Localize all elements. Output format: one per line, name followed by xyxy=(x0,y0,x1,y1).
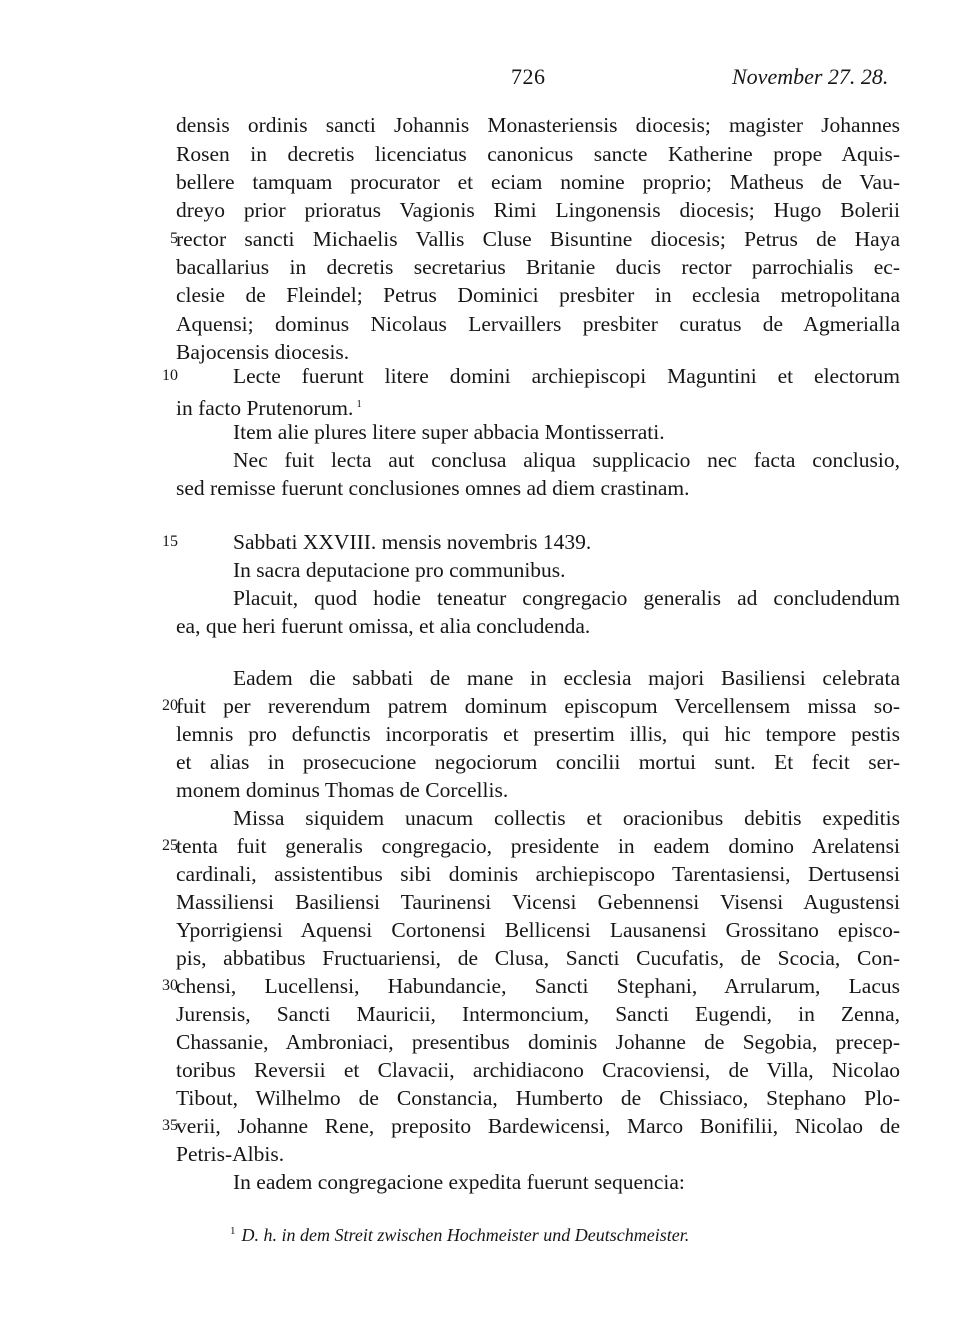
text-line: Placuit, quod hodie teneatur congregacio generalis ad concludendum xyxy=(233,586,900,610)
running-head: November 27. 28. xyxy=(732,64,889,89)
text-line: In sacra deputacione pro communibus. xyxy=(233,558,566,582)
line-number: 25 xyxy=(162,837,178,854)
text-line: fuit per reverendum patrem dominum episcopum Vercellensem missa so- xyxy=(176,694,900,718)
footnote-marker: 1 xyxy=(230,1225,236,1237)
section-heading: Sabbati XXVIII. mensis novembris 1439. xyxy=(233,530,592,554)
page-number: 726 xyxy=(511,64,546,89)
text-line: Chassanie, Ambroniaci, presentibus dominis Johanne de Segobia, precep- xyxy=(176,1030,900,1054)
text-line: cardinali, assistentibus sibi dominis archiepiscopo Tarentasiensi, Dertusensi xyxy=(176,862,900,886)
line-number: 10 xyxy=(162,367,178,384)
text-line: densis ordinis sancti Johannis Monasteriensis diocesis; magister Johannes xyxy=(176,113,900,137)
text-line: Massiliensi Basiliensi Taurinensi Vicensi Gebennensi Visensi Augustensi xyxy=(176,890,900,914)
text-line: in facto Prutenorum. $^1$ xyxy=(176,396,362,418)
text-line: sed remisse fuerunt conclusiones omnes ad diem crastinam. xyxy=(176,476,690,500)
line-number: 35 xyxy=(162,1117,178,1134)
line-number: 30 xyxy=(162,977,178,994)
text-line: Rosen in decretis licenciatus canonicus sancte Katherine prope Aquis- xyxy=(176,142,900,166)
text-line: Missa siquidem unacum collectis et oracionibus debitis expeditis xyxy=(233,806,900,830)
text-line: toribus Reversii et Clavacii, archidiacono Cracoviensi, de Villa, Nicolao xyxy=(176,1058,900,1082)
text-line: Lecte fuerunt litere domini archiepiscopi Maguntini et electorum xyxy=(233,364,900,388)
line-number: 15 xyxy=(162,533,178,550)
text-line: Nec fuit lecta aut conclusa aliqua supplicacio nec facta conclusio, xyxy=(233,448,900,472)
text-line: Tibout, Wilhelmo de Constancia, Humberto de Chissiaco, Stephano Plo- xyxy=(176,1086,900,1110)
text-line: et alias in prosecucione negociorum concilii mortui sunt. Et fecit ser- xyxy=(176,750,900,774)
line-number: 5 xyxy=(170,230,178,247)
text-line: Jurensis, Sancti Mauricii, Intermoncium, Sancti Eugendi, in Zenna, xyxy=(176,1002,900,1026)
text-line: Aquensi; dominus Nicolaus Lervaillers presbiter curatus de Agmerialla xyxy=(176,312,900,336)
text-line: tenta fuit generalis congregacio, presidente in eadem domino Arelatensi xyxy=(176,834,900,858)
text-line: chensi, Lucellensi, Habundancie, Sancti Stephani, Arrularum, Lacus xyxy=(176,974,900,998)
text-line: ea, que heri fuerunt omissa, et alia concludenda. xyxy=(176,614,591,638)
footnote-text: D. h. in dem Streit zwischen Hochmeister und Deutschmeister. xyxy=(241,1225,690,1245)
text-line: Bajocensis diocesis. xyxy=(176,340,350,364)
text-line: bellere tamquam procurator et eciam nomine proprio; Matheus de Vau- xyxy=(176,170,900,194)
text-line: dreyo prior prioratus Vagionis Rimi Lingonensis diocesis; Hugo Bolerii xyxy=(176,198,900,222)
text-line: rector sancti Michaelis Vallis Cluse Bisuntine diocesis; Petrus de Haya xyxy=(176,227,900,251)
text-line: In eadem congregacione expedita fuerunt sequencia: xyxy=(233,1170,685,1194)
text-line: lemnis pro defunctis incorporatis et presertim illis, qui hic tempore pestis xyxy=(176,722,900,746)
text-line: Yporrigiensi Aquensi Cortonensi Bellicensi Lausanensi Grossitano episco- xyxy=(176,918,900,942)
text-line: Petris-Albis. xyxy=(176,1142,285,1166)
footnote xyxy=(230,1218,689,1248)
line-number: 20 xyxy=(162,697,178,714)
text-line: Item alie plures litere super abbacia Montisserrati. xyxy=(233,420,665,444)
text-line: monem dominus Thomas de Corcellis. xyxy=(176,778,509,802)
page-header xyxy=(0,64,960,94)
text-line: verii, Johanne Rene, preposito Bardewicensi, Marco Bonifilii, Nicolao de xyxy=(176,1114,900,1138)
text-line: pis, abbatibus Fructuariensi, de Clusa, Sancti Cucufatis, de Scocia, Con- xyxy=(176,946,900,970)
text-line: bacallarius in decretis secretarius Britanie ducis rector parrochialis ec- xyxy=(176,255,900,279)
footnote-ref: 1 xyxy=(356,398,362,410)
text-line: Eadem die sabbati de mane in ecclesia majori Basiliensi celebrata xyxy=(233,666,900,690)
text-line: clesie de Fleindel; Petrus Dominici presbiter in ecclesia metropolitana xyxy=(176,283,900,307)
